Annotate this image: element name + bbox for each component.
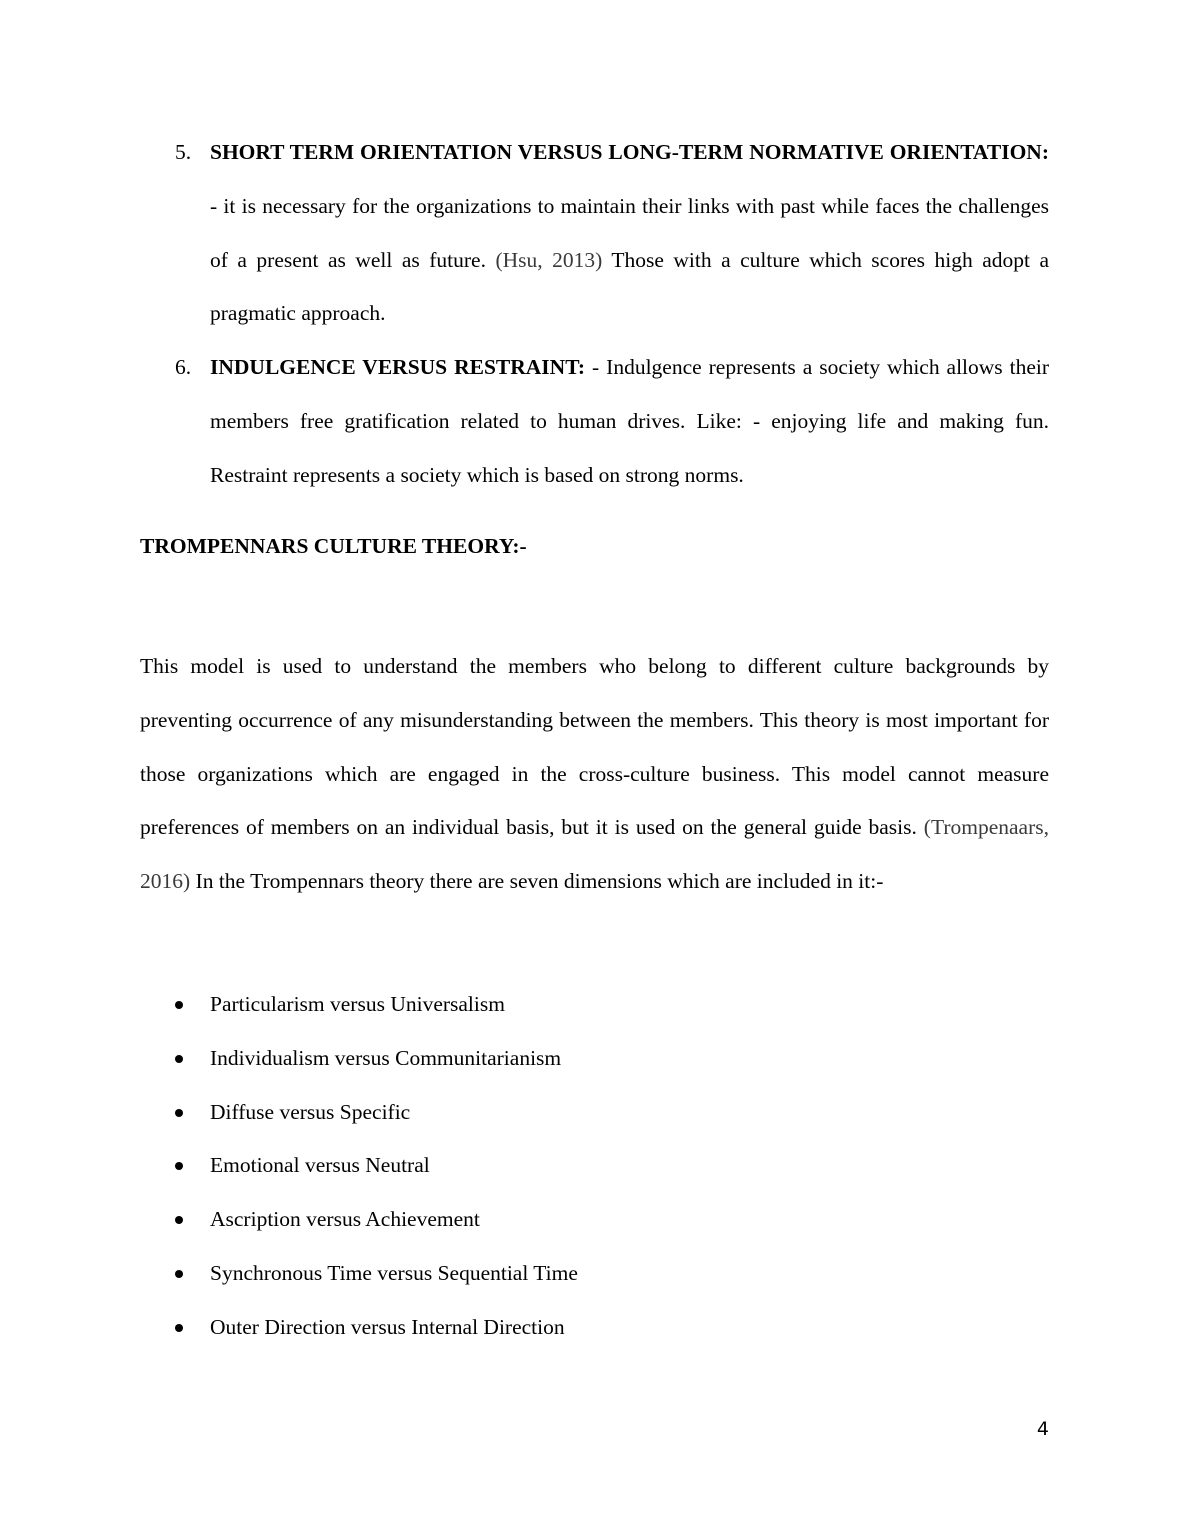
paragraph-text: This model is used to understand the members who belong to different culture backgrounds by preventing occurrence of any misunderstanding between the members. This theory is most important for those organizations which are engaged in the cross-culture business. This model cannot measure preferences of members on an individual basis, but it is used on the general guide basis. (140, 654, 1049, 840)
bullet-icon (175, 1162, 183, 1170)
citation: (Trompenaars, 2016) (140, 815, 1049, 894)
list-item (140, 1247, 1049, 1301)
dimension-label: Synchronous Time versus Sequential Time (210, 1260, 578, 1285)
bullet-icon (175, 1216, 183, 1224)
list-item-5 (140, 126, 1049, 341)
list-item (140, 1086, 1049, 1140)
dimension-label: Individualism versus Communitarianism (210, 1045, 562, 1070)
section-heading: TROMPENNARS CULTURE THEORY:- (140, 534, 527, 558)
page-number: 4 (1036, 1418, 1049, 1440)
body-paragraph (140, 640, 1049, 909)
list-item-text (210, 126, 1049, 341)
bullet-icon (175, 1001, 183, 1009)
dimension-label: Particularism versus Universalism (210, 992, 505, 1016)
list-marker: 5. (175, 140, 192, 164)
bullet-icon (175, 1055, 183, 1063)
dimensions-list (140, 978, 1049, 1355)
list-item-text (210, 341, 1049, 502)
bullet-icon (175, 1270, 183, 1278)
list-item (140, 1032, 1049, 1086)
list-marker: 6. (175, 355, 192, 379)
dimension-label: Outer Direction versus Internal Direction (210, 1314, 565, 1339)
list-item-body: - it is necessary for the organizations to maintain their links with past while faces the challenges of a present as well as future. (210, 193, 1049, 272)
citation: (Hsu, 2013) (495, 247, 603, 272)
list-item-body: - Indulgence represents a society which allows their members free gratification related to human drives. Like: - enjoying life and making fun. Restraint represents a society which is based on strong norms. (210, 355, 1050, 487)
list-item (140, 978, 1049, 1032)
list-item (140, 1139, 1049, 1193)
list-item (140, 1301, 1049, 1355)
dimension-label: Ascription versus Achievement (210, 1207, 480, 1232)
list-item-title: INDULGENCE VERSUS RESTRAINT: (210, 355, 586, 379)
bullet-icon (175, 1324, 183, 1332)
list-item-body-cont: Those with a culture which scores high adopt a pragmatic approach. (210, 247, 1049, 326)
list-item (140, 1193, 1049, 1247)
bullet-icon (175, 1109, 183, 1117)
list-item-title: SHORT TERM ORIENTATION VERSUS LONG-TERM NORMATIVE ORIENTATION: (210, 140, 1049, 164)
list-item-6 (140, 341, 1049, 502)
paragraph-text-cont: In the Trompennars theory there are seven dimensions which are included in it:- (190, 869, 884, 894)
dimension-label: Emotional versus Neutral (210, 1153, 430, 1178)
dimension-label: Diffuse versus Specific (210, 1099, 411, 1124)
